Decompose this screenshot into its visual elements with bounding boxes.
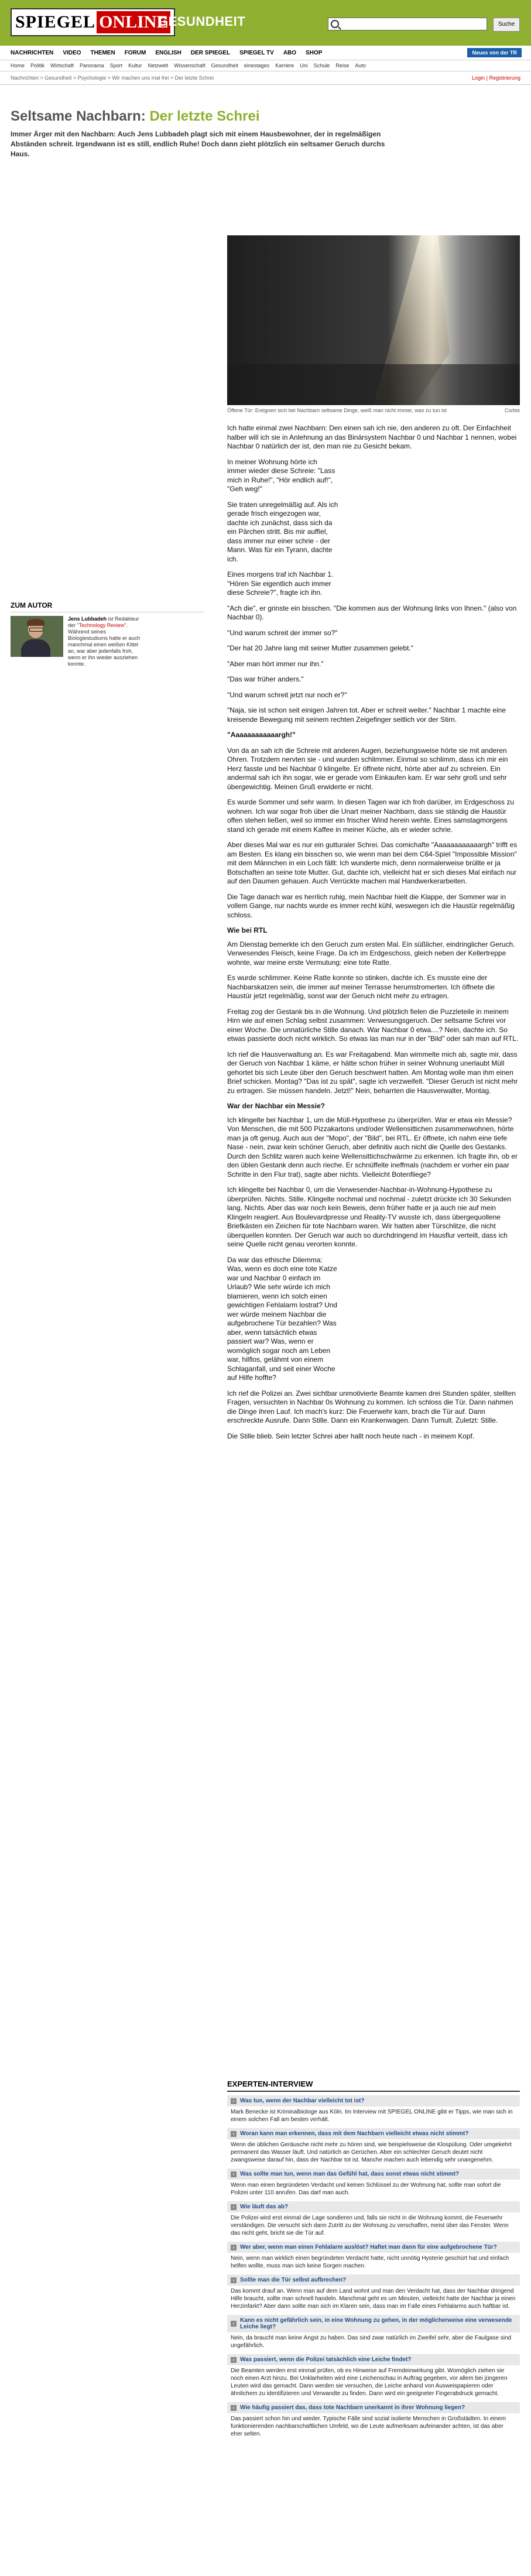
interview-question[interactable] [227,2095,520,2106]
article-paragraph: Ich klingelte bei Nachbar 0, um die Verwesender-Nachbar-in-Wohnung-Hypothese zu überprüfen. Nichts. Stille. Klingelte nochmal und nochmal - zuletzt drückte ich 30 Sekunden lang. Nichts. Aber das war noch kein Beweis, denn früher hatte er ja auch nie auf mein Klingeln reagiert. Aus Boulevardpresse und Reality-TV wusste ich, dass übergequollene Briefkästen ein Zeichen für tote Nachbarn waren. Wir hatten aber Türschlitze, die nicht überquellen konnten. Der Geruch war auch so durchdringend im Hausflur verteilt, dass ich seine Quelle nicht genau verorten konnte. [227,1186,511,1248]
interview-question-text: Kann es nicht gefährlich sein, in eine Wohnung zu gehen, in der möglicherweise eine verwesende Leiche liegt? [240,2317,512,2330]
article-subheading: Wie bei RTL [227,926,268,934]
subnav-item-sport[interactable]: Sport [109,63,123,68]
interview-answer: Wenn die üblichen Geräusche nicht mehr zu hören sind, wie beispielsweise die Klospülung. Oder umgekehrt permanent das Wasser läuft. Und natürlich an Gerüchen. Aber ein schlechter Geruch deutet nicht zwangsweise darauf hin, dass der Nachbar tot ist. Manche machen auch lebendig sehr unangenehm. [231,2142,512,2163]
author-heading: ZUM AUTOR [11,601,204,612]
article-paragraph: "Und warum schreit der immer so?" [227,628,338,637]
interview-question-text: Sollte man die Tür selbst aufbrechen? [240,2277,347,2283]
subnav-item-uni[interactable]: Uni [300,63,308,68]
interview-question-text: Was sollte man tun, wenn man das Gefühl hat, dass sonst etwas nicht stimmt? [240,2171,460,2177]
breadcrumb[interactable]: Nachrichten > Gesundheit > Psychologie > Wir machen uns mal frei > Der letzte Schrei [11,75,214,81]
article-paragraph: Am Dienstag bemerkte ich den Geruch zum ersten Mal. Ein süßlicher, eindringlicher Geruch. Verwesendes Fleisch, keine Frage. Da ich im Erdgeschoss, gleich neben der Kellertreppe wohnte, war meine erste Vermutung: eine tote Ratte. [227,940,515,967]
interview-answer: Nein, wenn man wirklich einen begründeten Verdacht hatte, nicht unnötig Hysterie geschürt hat und einfach helfen wollte, muss man sich keine Sorgen machen. [231,2255,509,2269]
nav-item-spiegel-tv[interactable]: SPIEGEL TV [239,49,274,56]
subnav-item-politik[interactable]: Politik [30,63,45,68]
section-title[interactable]: GESUNDHEIT [158,14,246,29]
headline-kicker: Seltsame Nachbarn: [11,108,146,124]
arrow-icon: › [231,2405,237,2411]
article-paragraph: Es wurde schlimmer. Keine Ratte konnte so stinken, dachte ich. Es musste eine der Nachbarskatzen sein, die immer auf meiner Terrasse herumstromerten. Ich öffnete die Haustür jetzt regelmäßig, sonst war der Geruch nicht mehr zu ertragen. [227,974,495,1000]
article-paragraph: Da war das ethische Dilemma: Was, wenn es doch eine tote Katze war und Nachbar 0 einfach im Urlaub? Wie sehr würde ich mich blamieren, wenn ich solch einen gewichtigen Fehlalarm lostrat? Und wer würde meinem Nachbar die aufgebrochene Tür bezahlen? Was aber, wenn tatsächlich etwas passiert war? Was, wenn er womöglich sogar noch am Leben war, hilflos, gelähmt von einem Schlaganfall, und seit einer Woche auf Hilfe hoffte? [227,1255,338,1382]
subnav-item-karriere[interactable]: Karriere [275,63,294,68]
subnav-item-gesundheit[interactable]: Gesundheit [211,63,238,68]
interview-question-text: Woran kann man erkennen, dass mit dem Nachbarn vielleicht etwas nicht stimmt? [240,2130,469,2137]
article-paragraph: "Naja, sie ist schon seit einigen Jahren tot. Aber er schreit weiter." Nachbar 1 machte eine kreisende Bewegung mit seinem rechten Zeigefinger seitlich vor der Stirn. [227,706,506,724]
search-input[interactable] [339,19,484,29]
arrow-icon: › [231,2098,237,2104]
door-light-image [227,235,520,405]
search-button[interactable]: Suche [493,18,520,32]
article-paragraph: Die Stille blieb. Sein letzter Schrei aber hallt noch heute nach - in meinem Kopf. [227,1431,475,1440]
interview-question-text: Was tun, wenn der Nachbar vielleicht tot ist? [240,2098,365,2104]
article-paragraph: Von da an sah ich die Schreie mit anderen Augen, beziehungsweise hörte sie mit anderen Ohren. Trotzdem nervten sie - und wurden schlimmer. Einmal so schlimm, dass ich mir ein Herz fasste und bei Nachbar 0 klingelte. Er öffnete nicht, hörte aber auf zu schreien. Ein andermal sah ich ihn sogar, wie er gerade vom Einkaufen kam. Er war sehr groß und sehr übergewichtig. Meinen Gruß erwiderte er nicht. [227,746,508,791]
article-paragraph: Sie traten unregelmäßig auf. Als ich gerade frisch eingezogen war, dachte ich zunächst, dass sich da ein Pärchen stritt. Bis mir auffiel, dass immer nur einer schrie - der Mann. Was für ein Tyrann, dachte ich. [227,500,338,563]
subnav-item-wirtschaft[interactable]: Wirtschaft [50,63,74,68]
subnav-item-kultur[interactable]: Kultur [128,63,142,68]
interview-answer: Nein, da braucht man keine Angst zu haben. Das sind zwar natürlich im Zweifel sehr, aber die Faulgase sind ungefährlich. [231,2335,512,2349]
author-bio [68,616,144,667]
article-paragraph: Ich klingelte bei Nachbar 1, um die Müll-Hypothese zu überprüfen. War er etwa ein Messie? Von Menschen, die mit 500 Pizzakartons und/oder Wellensittichen zusammenwohnen, hörte man ja oft genug. Auch aus der "Mopo", der "Bild", bei RTL. Er öffnete, ich nahm eine tiefe Nase - nein, zwar kein schöner Geruch, aber definitiv auch nicht die Quelle des Gestanks. Durch den Schlitz waren auch keine Wellensittichschwärme zu erkennen. Ich fragte ihn, ob er den üblen Gestank denn auch rieche. Er schnüffelte ineffmals (nachdem er vorher ein paar Schritte in den Flur trat), sagte aber nichts. Vielleicht Botenfliege? [227,1115,518,1179]
interview-answer: Die Beamten werden erst einmal prüfen, ob es Hinweise auf Fremdeinwirkung gibt. Womöglich ziehen sie noch einen Arzt hinzu. Bei Unklarheiten wird eine Leichenschau in Auftrag gegeben, vor allem bei jüngeren Leuten wird das gemacht. Dann werden sie versuchen, die Leiche anhand von Ausweispapieren oder ähnlichem zu identifizieren und Verwandte zu finden. Dann wird ein geeigneter Fingerabdruck gemacht. [231,2368,508,2397]
interview-answer: Das kommt drauf an. Wenn man auf dem Land wohnt und man den Verdacht hat, dass der Nachbar dringend Hilfe braucht, sollte man schnell handeln. Manchmal geht es um Minuten, vielleicht hatte der Nachbar ja einen Herzinfarkt? Aber dann sollte man sich im Klaren sein, dass man im Falle eines Fehlalarms auch haftbar ist. [231,2288,516,2310]
interview-heading: EXPERTEN-INTERVIEW [227,2080,520,2092]
article-paragraph: Aber dieses Mal war es nur ein gutturaler Schrei. Das comichafte "Aaaaaaaaaaaargh" trifft es am Besten. Es klang ein bisschen so, wie wenn man bei dem C64-Spiel "Impossible Mission" mit dem Männchen in ein Loch fällt: Ich wunderte mich, denn normalerweise brüllte er ja Botschaften an seine tote Mutter. Gut, dachte ich, vielleicht hat er sich dieses Mal einfach nur auf den Daumen gehauen. Auch Verrückte machen mal Handwerkerarbeiten. [227,841,518,885]
article-paragraph: "Der hat 20 Jahre lang mit seiner Mutter zusammen gelebt." [227,644,413,652]
arrow-icon: › [231,2131,237,2137]
sub-navigation [0,60,531,71]
interview-question[interactable] [227,2315,520,2332]
image-caption [227,407,520,413]
nav-item-shop[interactable]: SHOP [306,49,323,56]
author-bio-1: ist Redakteur der [68,616,139,628]
article-body [227,424,520,1447]
newsletter-button[interactable]: Neues von der TR [467,48,522,57]
article-paragraph: Eines morgens traf ich Nachbar 1. "Hören Sie eigentlich auch immer diese Schreie?", fragte ich ihn. [227,570,334,597]
article-lead: Immer Ärger mit den Nachbarn: Auch Jens Lubbadeh plagt sich mit einem Hausbewohner, der in regelmäßigen Abständen schreit. Irgendwann ist es still, endlich Ruhe! Doch dann zieht plötzlich ein seltsamer Geruch durchs Haus. [11,130,385,158]
nav-item-abo[interactable]: ABO [283,49,297,56]
arrow-icon: › [231,2357,237,2363]
nav-item-themen[interactable]: THEMEN [90,49,115,56]
author-bio-2: . Während seines Biologiestudiums hatte er auch manchmal einen weißen Kittel an, war aber jedenfalls froh, wenn er ihn wieder ausziehen konnte. [68,622,141,667]
interview-question-text: Wie häufig passiert das, dass tote Nachbarn unerkannt in ihrer Wohnung liegen? [240,2404,465,2411]
login-link[interactable]: Login | Registrierung [472,75,520,81]
interview-answer: Die Polizei wird erst einmal die Lage sondieren und, falls sie nicht in die Wohnung kommt, die Feuerwehr verständigen. Die versucht sich dann Zutritt zu der Wohnung zu verschaffen, meist über das Fenster. Wenn das nicht geht, bricht sie die Tür auf. [231,2215,509,2236]
interview-question[interactable] [227,2402,520,2413]
article-paragraph: "Das war früher anders." [227,675,304,683]
interview-question-text: Was passiert, wenn die Polizei tatsächlich eine Leiche findet? [240,2356,412,2363]
subnav-item-netzwelt[interactable]: Netzwelt [148,63,169,68]
article-paragraph: Ich hatte einmal zwei Nachbarn: Den einen sah ich nie, den anderen zu oft. Der Einfachheit halber will ich sie in Anlehnung an das Binärsystem Nachbar 0 und Nachbar 1 nennen, wobei Nachbar 0 natürlich der ist, den man nie zu Gesicht bekam. [227,424,517,450]
interview-question-text: Wie läuft das ab? [240,2204,289,2210]
article-subheading: War der Nachbar ein Messie? [227,1102,325,1110]
search-icon [331,20,339,28]
interview-answer: Das passiert schon hin und wieder. Typische Fälle sind sozial isolierte Menschen in Großstädten. In einem funktionierenden nachbarschaftlichen Umfeld, wo die Leute aufmerksam aufeinander achten, ist das aber eher selten. [231,2416,506,2437]
caption-credit: Corbis [504,407,520,413]
article-paragraph: In meiner Wohnung hörte ich immer wieder diese Schreie: "Lass mich in Ruhe!", "Hör endlich auf!", "Geh weg!" [227,457,335,493]
article-paragraph: "Aaaaaaaaaaaargh!" [227,731,296,739]
article-paragraph: Die Tage danach war es herrlich ruhig, mein Nachbar hielt die Klappe, der Sommer war in vollem Gange, nur nachts wurde es immer recht kühl, weswegen ich die Haustür regelmäßig schloss. [227,892,515,919]
subnav-item-panorama[interactable]: Panorama [80,63,104,68]
article-paragraph: "Ach die", er grinste ein bisschen. "Die kommen aus der Wohnung links von Ihnen." (also von Nachbar 0). [227,604,517,621]
interview-question[interactable] [227,2242,520,2253]
header-bar [0,0,531,46]
arrow-icon: › [231,2171,237,2177]
logo-spiegel-text: SPIEGEL [15,12,96,32]
article-paragraph: "Und warum schreit jetzt nur noch er?" [227,690,347,699]
article-paragraph: Es wurde Sommer und sehr warm. In diesen Tagen war ich froh darüber, im Erdgeschoss zu wohnen. Ich war sogar froh über die Unart meiner Nachbarn, dass sie ständig die Haustür offen stehen ließen, weil so immer ein frischer Wind herein wehte. Eines samstagmorgens stand ich gerade mit einem Kaffee in meiner Küche, als er wieder schrie. [227,798,515,834]
subnav-item-schule[interactable]: Schule [313,63,330,68]
nav-item-english[interactable]: ENGLISH [155,49,181,56]
arrow-icon: › [231,2277,237,2283]
interview-question[interactable] [227,2128,520,2139]
main-navigation [0,46,531,60]
interview-question[interactable] [227,2274,520,2286]
interview-question[interactable] [227,2169,520,2180]
subnav-item-reise[interactable]: Reise [335,63,350,68]
interview-question-text: Wer aber, wenn man einen Fehlalarm auslöst? Haftet man dann für eine aufgebrochene Tür? [240,2244,497,2250]
article-hero-image[interactable] [227,235,520,405]
interview-answer: Mark Benecke ist Kriminalbiologe aus Köln. Im Interview mit SPIEGEL ONLINE gibt er Tipps, wie man sich in einem solchen Fall am besten verhält. [231,2109,513,2123]
interview-question[interactable] [227,2354,520,2365]
interview-question[interactable] [227,2201,520,2212]
article-paragraph: Freitag zog der Gestank bis in die Wohnung. Und plötzlich fielen die Puzzleteile in meinem Hirn wie auf einen Schlag selbst zusammen: Verwesungsgeruch. Der seltsame Schrei vor einer Woche. Die unnatürliche Stille danach. War Nachbar 0 etwa....? Nein, dachte ich. So etwas passierte doch nicht wirklich. So etwas las man nur in der "Bild" oder sah man auf RTL. [227,1007,519,1043]
article-paragraph: Ich rief die Hausverwaltung an. Es war Freitagabend. Man wimmelte mich ab, sagte mir, dass der Geruch von Nachbar 1 käme, er hätte schon früher in seiner Wohnung unerlaubt Müll gehortet bis sich Leute über den Geruch beschwert hatten. Am Montag wolle man ihm einen Brief schicken. Montag? "Das ist zu spät", sagte ich verzweifelt. "Dieser Geruch ist nicht mehr zu ertragen. Sie müssen handeln. Jetzt!" Nein, beharrten die Hausverwalter, Montag. [227,1050,518,1095]
interview-answer: Wenn man einen begründeten Verdacht und keinen Schlüssel zu der Wohnung hat, sollte man sofort die Polizei unter 110 anrufen. Das darf man auch. [231,2182,501,2196]
arrow-icon: › [231,2245,237,2250]
search-box [328,18,487,30]
nav-item-video[interactable]: VIDEO [63,49,81,56]
arrow-icon: › [231,2204,237,2210]
headline-title: Der letzte Schrei [149,108,260,124]
author-box [11,601,204,667]
arrow-icon: › [231,2321,237,2327]
article-paragraph: "Aber man hört immer nur ihn." [227,659,324,668]
nav-item-forum[interactable]: FORUM [124,49,146,56]
nav-item-der-spiegel[interactable]: DER SPIEGEL [190,49,231,56]
nav-item-nachrichten[interactable]: NACHRICHTEN [11,49,54,56]
logo-online-text: ONLINE [97,11,170,33]
article-headline [11,108,520,125]
author-avatar [11,616,63,657]
spiegel-online-logo[interactable] [11,8,175,36]
author-magazine-link[interactable]: "Technology Review" [77,622,126,628]
article-paragraph: Ich rief die Polizei an. Zwei sichtbar unmotivierte Beamte kamen drei Stunden später, stellten Fragen, versuchten in Nachbar 0s Wohnung zu kommen. Ich schloss die Tür. Dann nahmen die Dinge ihren Lauf. Ich mach's kurz: Die Feuerwehr kam, brach die Tür auf. Dann erschreckte Ausrufe. Dann Stille. Dann ein Krankenwagen. Dann Tumult. Zuletzt: Stille. [227,1389,516,1424]
expert-interview [227,2080,520,2439]
caption-text: Öffene Tür: Ereignen sich bei Nachbarn seltsame Dinge, weiß man nicht immer, was zu tun ist [227,407,447,413]
subnav-item-wissenschaft[interactable]: Wissenschaft [174,63,205,68]
subnav-item-auto[interactable]: Auto [355,63,366,68]
breadcrumb-bar [0,71,531,85]
author-name: Jens Lubbadeh [68,616,107,622]
subnav-item-einestages[interactable]: einestages [244,63,270,68]
subnav-item-home[interactable]: Home [11,63,25,68]
